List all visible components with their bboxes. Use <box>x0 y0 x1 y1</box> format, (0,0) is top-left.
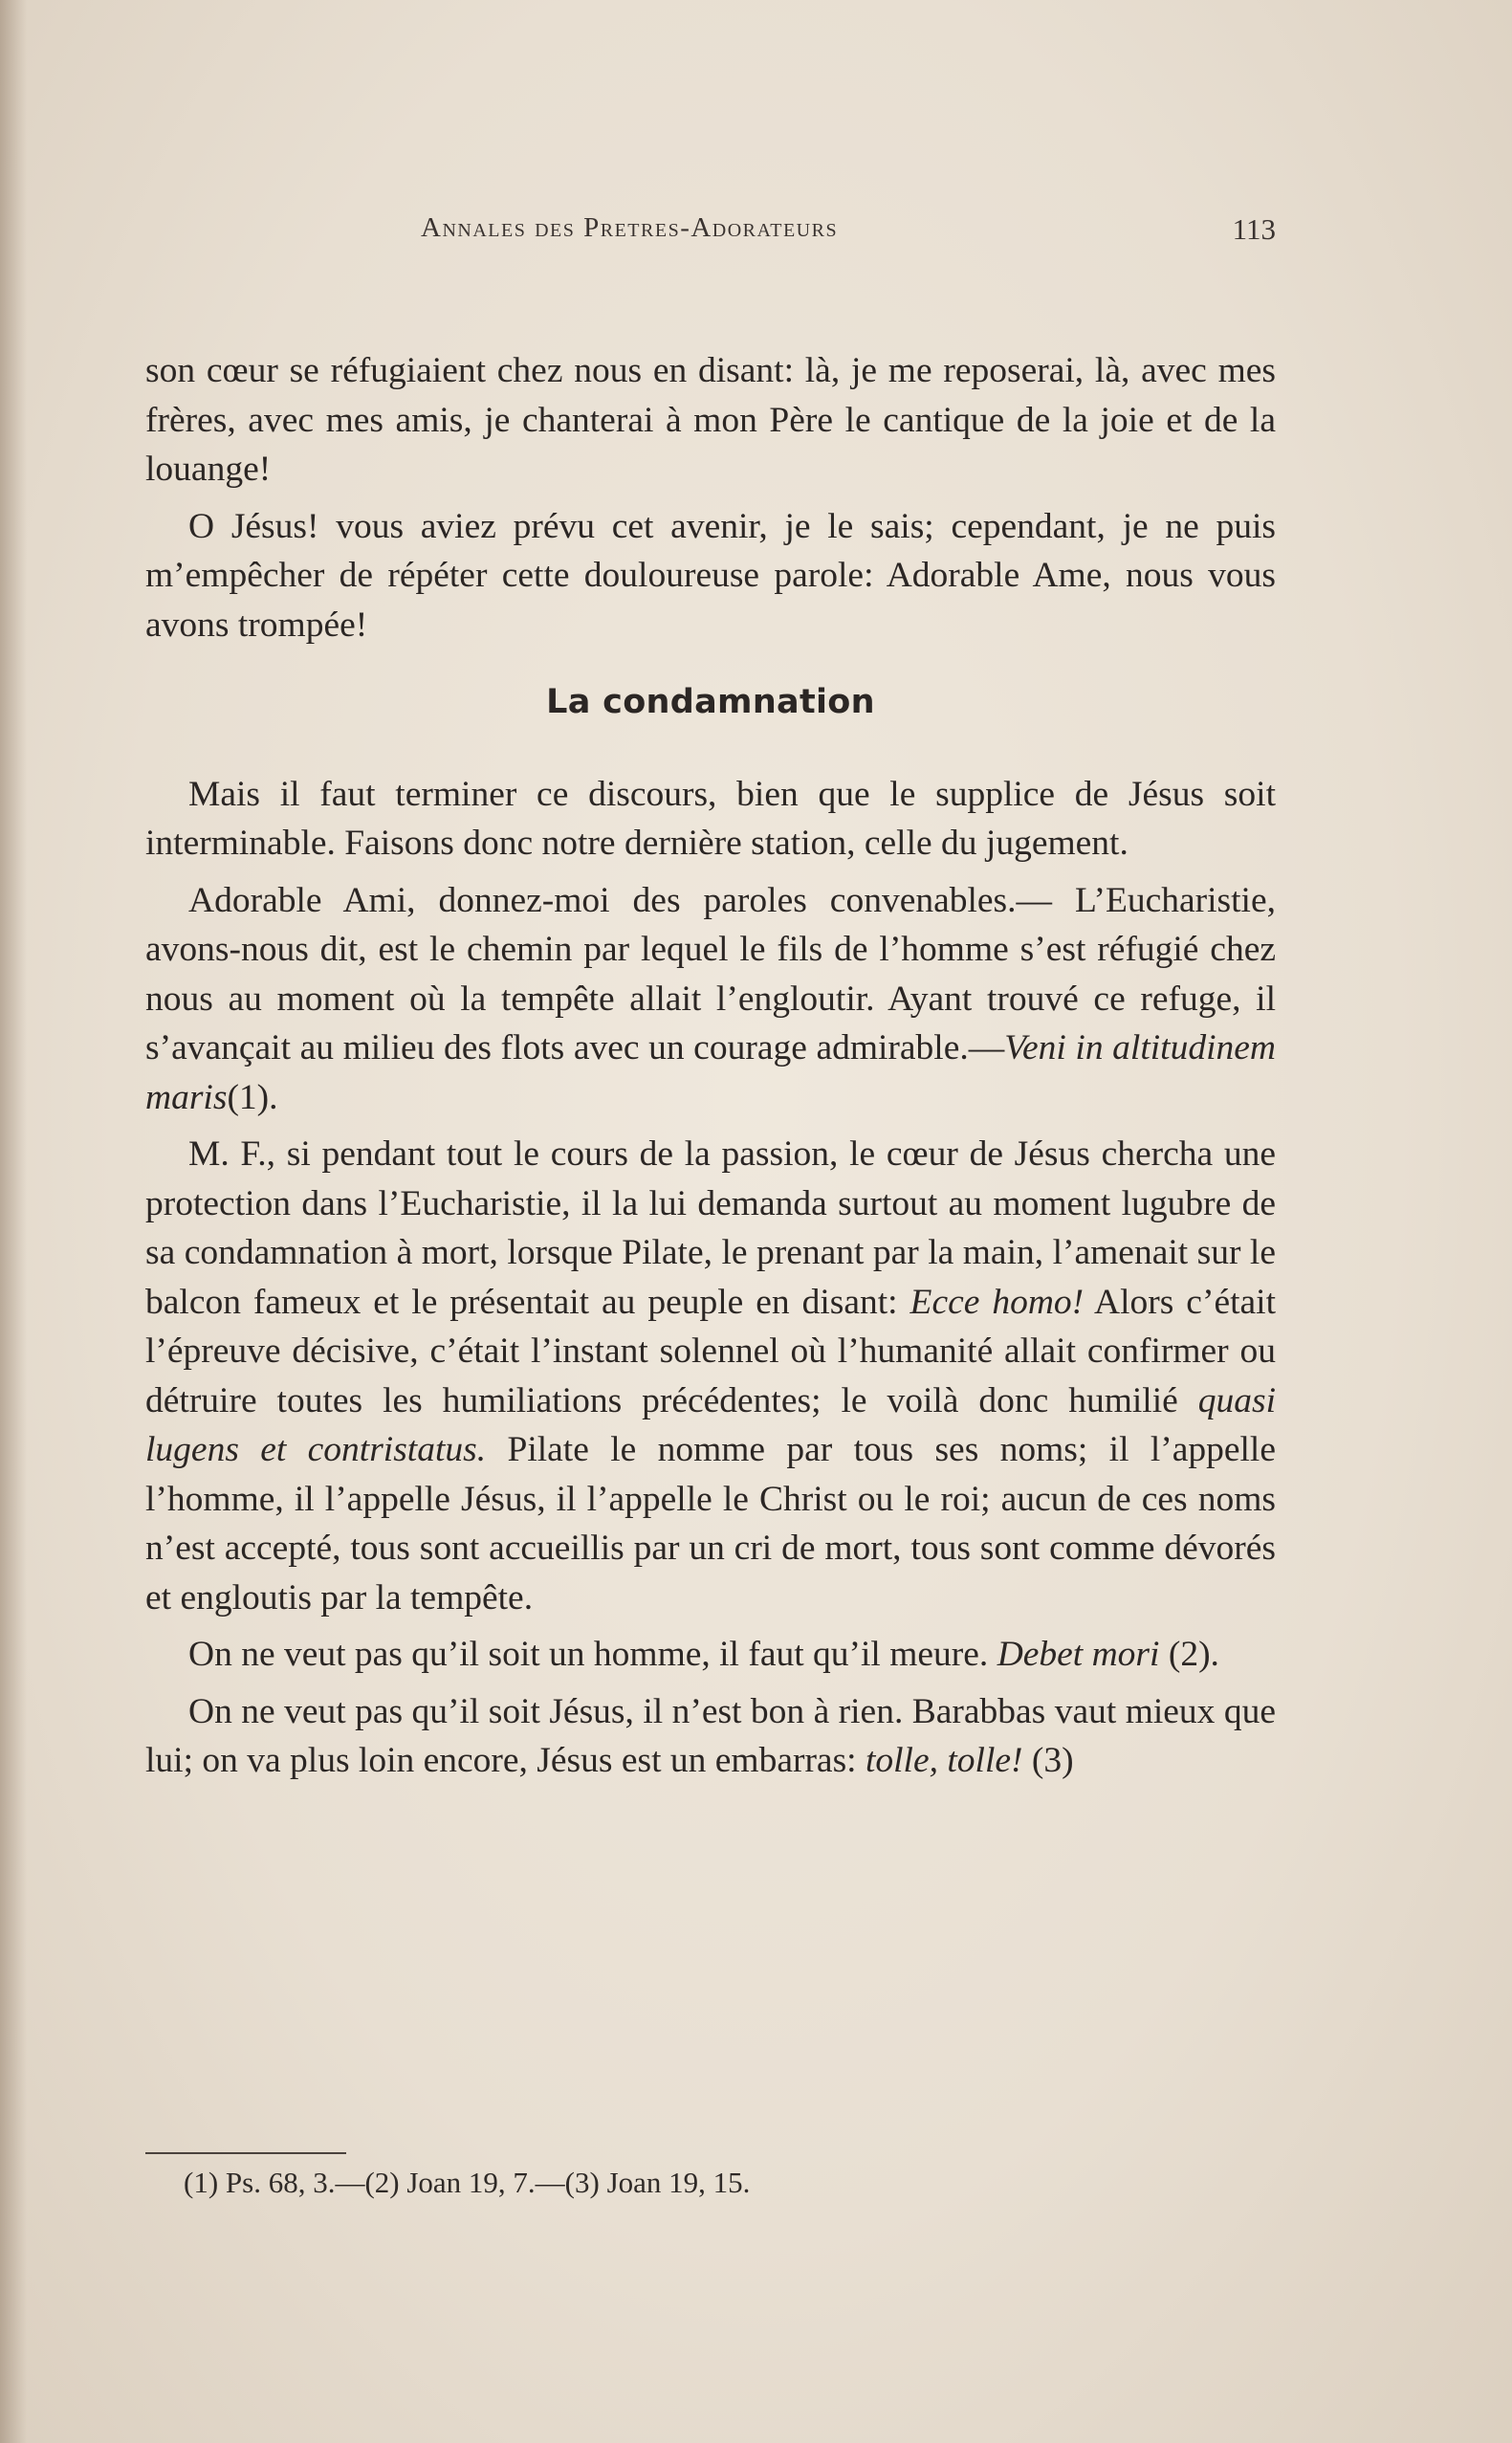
latin-quote-debet-mori: Debet mori <box>997 1635 1160 1674</box>
page-edge-shadow <box>0 0 27 2443</box>
paragraph-6-text: On ne veut pas qu’il soit un homme, il faut qu’il meure. <box>188 1635 989 1674</box>
latin-quote-ecce-homo: Ecce homo! <box>909 1282 1085 1322</box>
paragraph-6 <box>145 1630 1276 1680</box>
paragraph-5-text-b: Alors c’était l’épreuve décisive, c’était l’instant solennel où l’humanité allait confirmer ou détruire toutes les humiliations précédentes; le voilà donc humilié <box>145 1282 1276 1420</box>
footnotes: (1) Ps. 68, 3.—(2) Joan 19, 7.—(3) Joan 19, 15. <box>184 2166 751 2199</box>
paragraph-7 <box>145 1687 1276 1786</box>
paragraph-7-text: On ne veut pas qu’il soit Jésus, il n’est bon à rien. Barabbas vaut mieux que lui; on va plus loin encore, Jésus est un embarras: <box>145 1691 1276 1780</box>
footnote-ref-2: (2). <box>1168 1635 1219 1674</box>
footnote-rule <box>145 2152 346 2154</box>
paragraph-2: O Jésus! vous aviez prévu cet avenir, je le sais; cependant, je ne puis m’empêcher de répéter cette douloureuse parole: Adorable Ame, nous vous avons trompée! <box>145 506 1276 645</box>
body-text <box>145 346 1276 1794</box>
paragraph-4 <box>145 876 1276 1123</box>
paragraph-5-text-a: M. F., si pendant tout le cours de la passion, le cœur de Jésus chercha une protection dans l’Eucharistie, il la lui demanda surtout au moment lugubre de sa condamnation à mort, lorsque Pilate, le prenant par la main, l’amenait sur le balcon fameux et le présentait au peuple en disant: <box>145 1134 1276 1322</box>
paragraph-1: son cœur se réfugiaient chez nous en disant: là, je me reposerai, là, avec mes frères, avec mes amis, je chanterai à mon Père le cantique de la joie et de la louange! <box>145 351 1276 489</box>
running-head <box>145 212 1276 251</box>
paragraph-4-text: Adorable Ami, donnez-moi des paroles convenables.— L’Eucharistie, avons-nous dit, est le chemin par lequel le fils de l’homme s’est réfugié chez nous au moment où la tempête allait l’engloutir. Ayant trouvé ce refuge, il s’avançait au milieu des flots avec un courage admirable.— <box>145 880 1276 1067</box>
paragraph-3: Mais il faut terminer ce discours, bien que le supplice de Jésus soit interminable. Faisons donc notre dernière station, celle du jugement. <box>145 774 1276 863</box>
footnote-ref-1: (1). <box>227 1077 278 1117</box>
running-head-title: Annales des Pretres-Adorateurs <box>421 212 839 243</box>
paragraph-5 <box>145 1130 1276 1622</box>
latin-quote-tolle: tolle, tolle! <box>865 1741 1023 1780</box>
latin-quote-veni: Veni in altitudinem maris <box>145 1028 1276 1117</box>
latin-quote-quasi-lugens: quasi lugens et contristatus. <box>145 1380 1276 1469</box>
section-heading: La condamnation <box>546 683 875 721</box>
page-number: 113 <box>1232 212 1276 246</box>
footnote-ref-3: (3) <box>1022 1741 1074 1780</box>
paragraph-5-text-c: Pilate le nomme par tous ses noms; il l’appelle l’homme, il l’appelle Jésus, il l’appelle le Christ ou le roi; aucun de ces noms n’est accepté, tous sont accueillis par un cri de mort, tous sont comme dévorés et engloutis par la tempête. <box>145 1430 1276 1618</box>
